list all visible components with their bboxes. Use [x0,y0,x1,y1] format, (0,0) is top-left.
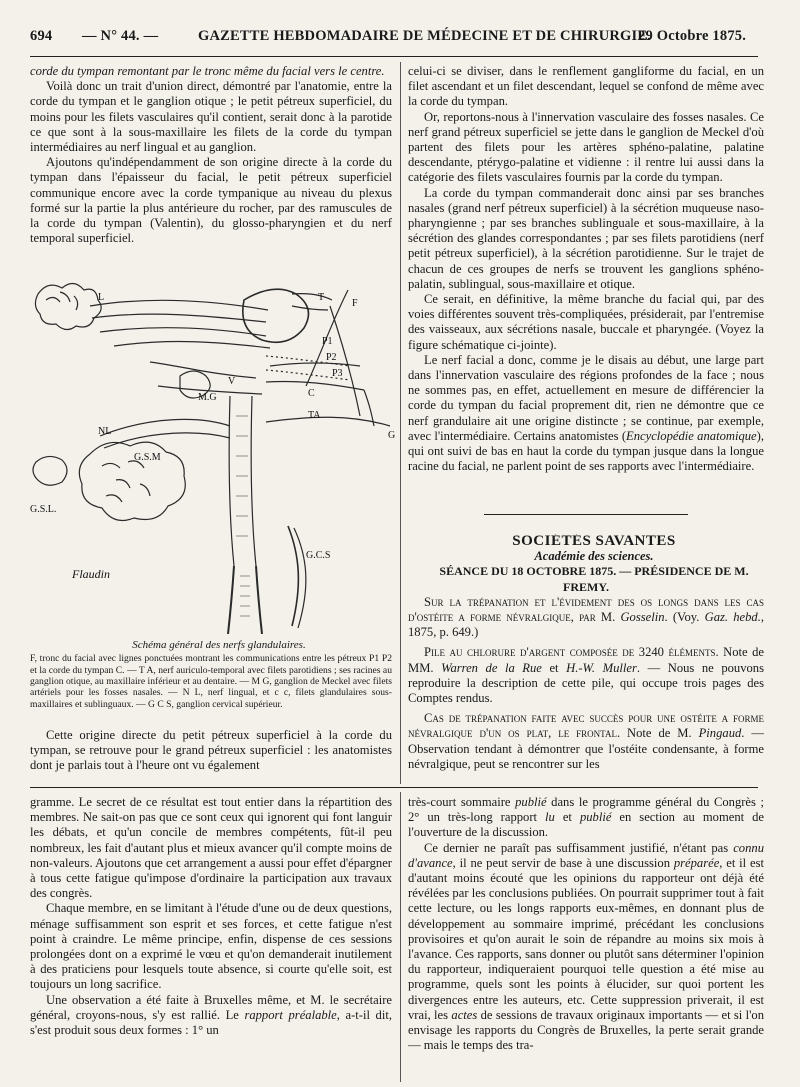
paragraph: Ce dernier ne paraît pas suffisamment justifié, n'étant pas connu d'avance, il ne peut servir de base à une discussion préparée, et il est d'autant moins écouté que les opinions du rapporteur ont déjà été révélées par les conclusions publiées. On pourrait supprimer tout à fait cette lecture, ou les longs rapports eux-mêmes, en donnant plus de développement au sommaire imprimé, précédant les conclusions provisoires et qu'on aurait le soin de répandre au moins six mois à l'avance. Ces rapports, sans donner ou plutôt sans déterminer l'opinion du rapporteur, indiqueraient pourquoi telle question a été mise au programme, quels sont les points à élucider, sur quoi portent les divergences entre les auteurs, etc. Cette suppression priverait, il est vrai, les actes de sessions de travaux originaux importants — et si l'on envisage les rapports du Congrès de Bruxelles, la perte serait grande — mais le temps des tra- [408,840,764,1053]
figure-caption-block [30,638,392,724]
label-gcs: G.C.S [306,550,331,561]
figure-title: Schéma général des nerfs glandulaires. [132,639,306,651]
label-g: G [388,430,396,441]
page-header [30,28,758,50]
paragraph: La corde du tympan commanderait donc ainsi par ses branches nasales (grand nerf pétreux superficiel) à la sécrétion muqueuse naso-pharyngienne ; par ses branches sublinguale et sous-maxillaire, à la sécrétion des glandes correspondantes ; par ses filets parotidiens (nerf petit pétreux superficiel), à la sécrétion parotidienne. Sur le trajet de chacun de ces groupes de nerfs se trouvent les ganglions sphéno-palatin, sublingual, sous-maxillaire et otique. [408,185,764,291]
label-gsl: G.S.L. [30,504,57,515]
label-ta: TA [308,410,321,421]
section-subtitle: Académie des sciences. [534,549,654,564]
journal-title: GAZETTE HEBDOMADAIRE DE MÉDECINE ET DE CHIRURGIE. [198,28,652,44]
label-p1: P1 [322,336,333,347]
societes-savantes-section [408,534,764,784]
label-c: C [308,388,315,399]
news-item: Sur la trépanation et l'évidement des os longs dans les cas d'ostéite a forme névralgique, par M. Gosselin. (Voy. Gaz. hebd., 1875, p. 649.) [408,594,764,640]
header-rule [30,56,758,57]
paragraph: Voilà donc un trait d'union direct, démontré par l'anatomie, entre la corde du tympan et le ganglion otique ; le petit pétreux superficiel, du moins pour les filets vasculaires qu'il contient, serait donc à la parotide ce que sont à la sous-maxillaire les filets de la corde du tympan intermédiaires au nerf lingual et au ganglion. [30,79,392,155]
engraver-signature: Flaudin [72,567,110,581]
nerve-schematic-drawing [30,266,398,634]
paragraph: corde du tympan remontant par le tronc même du facial vers le centre. [30,64,385,78]
bottom-left-column [30,795,392,1083]
column-divider-top [400,62,401,784]
page-number: 694 [30,28,53,44]
paragraph: Ajoutons qu'indépendamment de son origine directe à la corde du tympan dans l'épaisseur du facial, le petit pétreux superficiel communique encore avec la corde tympanique au niveau du plexus formé sur la partie la plus antérieure du rocher, par des ramuscules de la corde du tympan (Valentin), du glosso-pharyngien et du nerf temporal superficiel. [30,155,392,246]
label-f: F [352,298,358,309]
figure-caption: F, tronc du facial avec lignes ponctuées montrant les communications entre les pétreux P1 P2 et la corde du tympan C. — T A, nerf auriculo-temporal avec filets parotidiens ; ses racines au ganglion otique, au maxillaire inférieur et au dentaire. — M G, ganglion de Meckel avec filets artériels pour les fosses nasales. — N L, nerf lingual, et c c, filets glandulaires sous-maxillaires et sublinguaux. — G C S, ganglion cervical supérieur. [30,653,392,710]
anatomical-figure [30,266,398,634]
section-title: SOCIÉTÉS SAVANTES [512,534,676,549]
paragraph: Chaque membre, en se limitant à l'étude d'une ou de deux questions, ménage suffisamment son esprit et ses forces, et cette fatigue n'est point à craindre. Le même principe, enfin, dispense de ces sessions prolongées dont on a exprimé le vœu et qu'on demanderait inutilement à des praticiens pour lesquels toute absence, si courte qu'elle soit, est toujours un long sacrifice. [30,901,392,992]
right-column-top [408,64,764,498]
label-nl: NL [98,426,112,437]
label-mg: M.G [198,392,217,403]
issue-number: — N° 44. — [82,28,159,44]
paragraph: Cette origine directe du petit pétreux superficiel à la corde du tympan, se retrouve pour le grand pétreux superficiel : les anatomistes dont je parlais tout à l'heure ont vu également [30,728,392,773]
paragraph: Le nerf facial a donc, comme je le disais au début, une large part dans l'innervation vasculaire des régions profondes de la face ; nous ne sommes pas, en effet, actuellement en mesure de différencier la corde du tympan du facial proprement dit, rien ne démontre que ce nerf grandulaire ait une origine distincte ; se continue, par exemple, avec l'intermédiaire. Certains anatomistes (Encyclopédie anatomique), qui ont suivi de bas en haut la corde du tympan jusque dans la longue racine du facial, ne parlent point de ses rapports avec l'intermédiaire. [408,352,764,474]
news-item: Cas de trépanation faite avec succès pour une ostéite a forme névralgique d'un os plat, le frontal. Note de M. Pingaud. — Observation tendant à démontrer que l'ostéite condensante, à forme névralgique, peut se rencontrer sur les [408,711,764,771]
label-p2: P2 [326,352,337,363]
label-v: V [228,376,236,387]
paragraph: Une observation a été faite à Bruxelles même, et M. le secrétaire général, croyons-nous, s'y est rallié. Le rapport préalable, a-t-il dit, s'est produit sous deux formes : 1° un [30,992,392,1038]
label-t: T [318,292,325,303]
left-column-top [30,64,392,264]
paragraph: très-court sommaire publié dans le programme général du Congrès ; 2° un très-long rapport lu et publié en section au moment de l'ouverture de la discussion. [408,795,764,840]
paragraph: celui-ci se diviser, dans le renflement gangliforme du facial, en un filet ascendant et un filet descendant, lequel se confond de même avec la corde du tympan. [408,64,764,109]
label-l: L [98,292,105,303]
issue-date: 29 Octobre 1875. [638,28,747,44]
bottom-right-column [408,795,764,1083]
label-gsm: G.S.M [134,452,161,463]
column-divider-bottom [400,792,401,1082]
paragraph: Or, reportons-nous à l'innervation vasculaire des fosses nasales. Ce nerf grand pétreux superficiel se jette dans le ganglion de Meckel d'où partent des filets pour les artères sphéno-palatine, palatine descendante, ptérygo-palatine et vidienne : il rentre lui aussi dans la catégorie des filets vasculaires fournis par la corde du tympan. [408,109,764,185]
left-column-bottom [30,728,392,784]
news-item: Pile au chlorure d'argent composée de 3240 éléments. Note de MM. Warren de la Rue et H.-W. Muller. — Nous ne pouvons reproduire la description de cette pile, qui occupe trois pages des Comptes rendus. [408,645,764,706]
label-p3: P3 [332,368,343,379]
paragraph: gramme. Le secret de ce résultat est tout entier dans la répartition des membres. Ne sait-on pas que ce sont ceux qui ignorent qui font languir les débats, et qu'un concile de membres compétents, fût-il peu nombreux, les fait d'autant plus et mieux avancer qu'il compte moins de non-valeurs. Ajoutons que cet arrangement a aussi pour effet d'épargner à tous cette fatigue qu'impose d'ordinaire la participation aux travaux des congrès. [30,795,392,901]
seance-line: SÉANCE DU 18 OCTOBRE 1875. — PRÉSIDENCE DE M. FREMY. [439,564,749,594]
section-rule [30,787,758,788]
paragraph: Ce serait, en définitive, la même branche du facial qui, par des voies différentes souvent très-compliquées, présiderait, par l'entremise des vaisseaux, aux sécrétions nasale, buccale et pharyngée. (Voyez la figure schématique ci-jointe). [408,292,764,352]
section-separator [484,514,688,515]
